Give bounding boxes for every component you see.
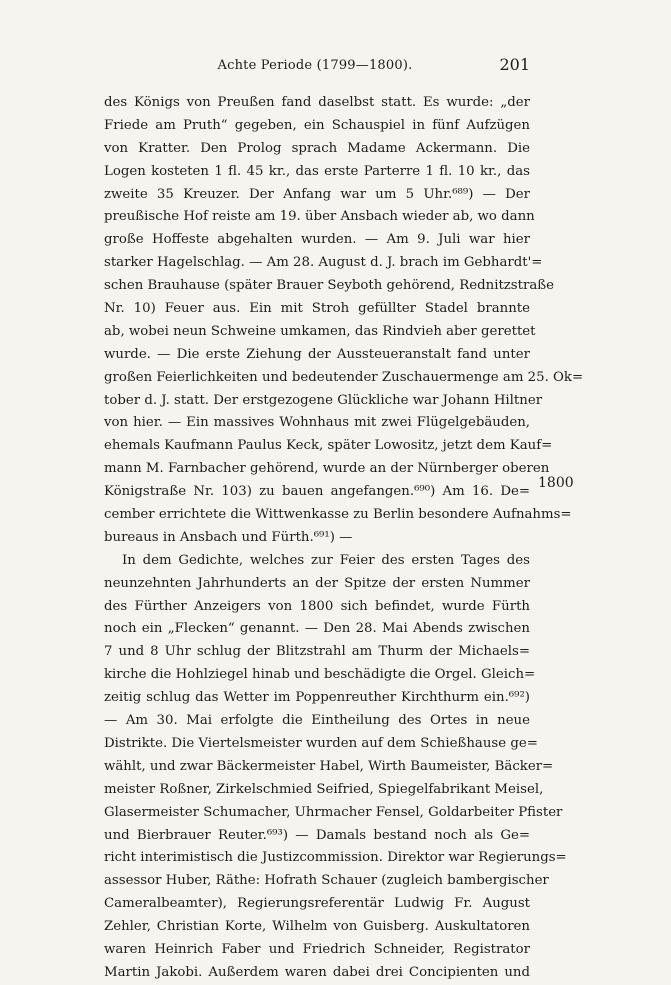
text-line: preußische Hof reiste am 19. über Ansbach wieder ab, wo dann [104,209,535,225]
text-line: ab, wobei neun Schweine umkamen, das Rindvieh aber gerettet [104,323,536,339]
page-header [100,55,530,82]
text-line: ehemals Kaufmann Paulus Keck, später Lowositz, jetzt dem Kauf= [104,438,553,454]
text-line: kirche die Hohlziegel hinab und beschädigte die Orgel. Gleich= [104,667,536,683]
text-line: des Fürther Anzeigers von 1800 sich befindet, wurde Fürth [104,598,530,614]
text-line: tober d. J. statt. Der erstgezogene Glückliche war Johann Hiltner [104,392,543,408]
text-line: waren Heinrich Faber und Friedrich Schneider, Registrator [104,941,530,957]
text-line: und Bierbrauer Reuter.⁶⁹³) — Damals bestand noch als Ge= [104,827,530,843]
text-line: Martin Jakobi. Außerdem waren dabei drei Concipienten und [104,964,530,980]
text-line: von Kratter. Den Prolog sprach Madame Ackermann. Die [104,140,530,156]
text-line: bureaus in Ansbach und Fürth.⁶⁹¹) — [104,529,353,545]
text-line: Nr. 10) Feuer aus. Ein mit Stroh gefüllter Stadel brannte [104,301,530,317]
text-line: wurde. — Die erste Ziehung der Aussteueranstalt fand unter [104,346,530,362]
running-title: Achte Periode (1799—1800). [217,58,413,73]
text-line: richt interimistisch die Justizcommission. Direktor war Regierungs= [104,850,567,866]
text-line: von hier. — Ein massives Wohnhaus mit zwei Flügelgebäuden, [104,415,530,431]
text-line: cember errichtete die Wittwenkasse zu Berlin besondere Aufnahms= [104,507,572,523]
margin-year-note: 1800 [538,475,574,491]
text-line: Cameralbeamter), Regierungsreferentär Ludwig Fr. August [104,896,530,912]
text-line: In dem Gedichte, welches zur Feier des ersten Tages des [122,552,530,568]
text-line: zeitig schlug das Wetter im Poppenreuther Kirchthurm ein.⁶⁹²) [104,690,530,706]
text-line: 7 und 8 Uhr schlug der Blitzstrahl am Thurm der Michaels= [104,644,530,660]
text-line: — Am 30. Mai erfolgte die Eintheilung des Ortes in neue [104,713,530,729]
text-line: meister Roßner, Zirkelschmied Seifried, Spiegelfabrikant Meisel, [104,781,544,797]
text-line: noch ein „Flecken“ genannt. — Den 28. Mai Abends zwischen [104,621,530,637]
text-line: des Königs von Preußen fand daselbst statt. Es wurde: „der [104,95,530,110]
text-line: assessor Huber, Räthe: Hofrath Schauer (zugleich bambergischer [104,873,549,889]
text-line: Friede am Pruth“ gegeben, ein Schauspiel in fünf Aufzügen [104,117,530,133]
text-line: Glasermeister Schumacher, Uhrmacher Fensel, Goldarbeiter Pfister [104,804,563,820]
text-line: Logen kosteten 1 fl. 45 kr., das erste Parterre 1 fl. 10 kr., das [104,163,530,179]
page-number: 201 [499,55,530,74]
text-line: wählt, und zwar Bäckermeister Habel, Wirth Baumeister, Bäcker= [104,758,554,774]
text-line: starker Hagelschlag. — Am 28. August d. J. brach im Gebhardt'= [104,255,543,271]
text-line: großen Feierlichkeiten und bedeutender Zuschauermenge am 25. Ok= [104,369,584,385]
text-line: Königstraße Nr. 103) zu bauen angefangen.⁶⁹⁰) Am 16. De= [104,484,530,500]
text-line: neunzehnten Jahrhunderts an der Spitze der ersten Nummer [104,575,530,591]
text-line: schen Brauhause (später Brauer Seyboth gehörend, Rednitzstraße [104,278,555,294]
text-line: große Hoffeste abgehalten wurden. — Am 9. Juli war hier [104,232,530,248]
text-line: Zehler, Christian Korte, Wilhelm von Guisberg. Auskultatoren [104,919,530,935]
text-line: mann M. Farnbacher gehörend, wurde an der Nürnberger oberen [104,461,550,477]
text-line: Distrikte. Die Viertelsmeister wurden auf dem Schießhause ge= [104,735,538,751]
text-line: zweite 35 Kreuzer. Der Anfang war um 5 Uhr.⁶⁸⁹) — Der [104,186,530,202]
body-text [104,92,584,985]
